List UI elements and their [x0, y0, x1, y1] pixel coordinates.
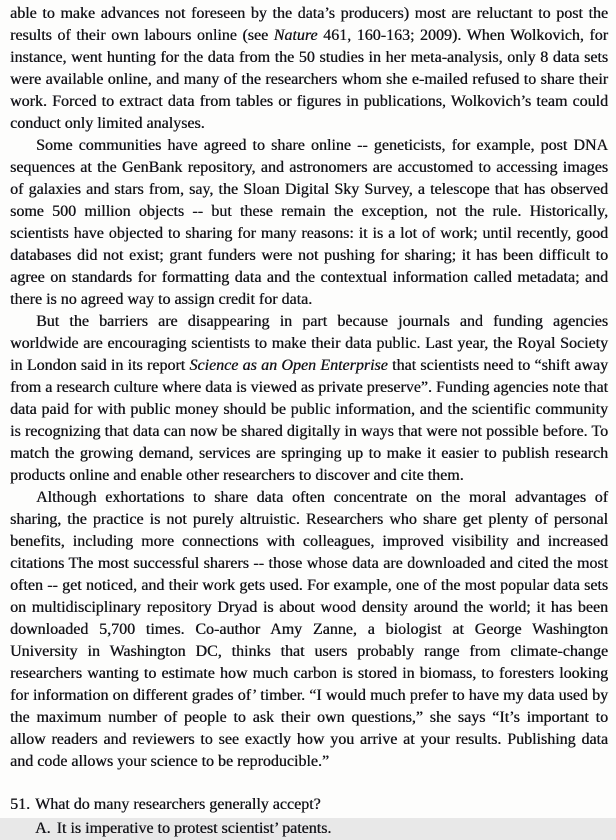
question-text: What do many researchers generally accept? — [35, 796, 321, 813]
passage-text: able to make advances not foreseen by the data’s producers) most are reluctant to post the results of their own labours online (see — [10, 5, 608, 44]
passage-text: Although exhortations to share data often concentrate on the moral advantages of sharing, the practice is not purely altruistic. Researchers who share get plenty of personal benefits, including more connections with colleagues, improved visibility and increased citations The most successful sharers -- those whose data are downloaded and cited the most often -- get noticed, and their work gets used. For example, one of the most popular data sets on multidisciplinary repository Dryad is about wood density around the world; it has been downloaded 5,700 times. Co-author Amy Zanne, a biologist at George Washington University in Washington DC, thinks that users probably range from climate-change researchers wanting to estimate how much carbon is stored in biomass, to foresters looking for information on different grades of’ timber. “I would much prefer to have my data used by the maximum number of people to ask their own questions,” she says “It’s important to allow readers and reviewers to see exactly how you arrive at your results. Publishing data and code allows your science to be reproducible.” — [10, 489, 608, 770]
passage-paragraph-4 — [10, 487, 608, 773]
italic-work-title: Science as an Open Enterprise — [189, 357, 388, 374]
italic-work-title: Nature — [273, 27, 318, 44]
question-block — [10, 794, 608, 840]
passage-paragraph-3 — [10, 311, 608, 487]
passage-text: that scientists need to “shift away from a research culture where data is viewed as private preserve”. Funding agencies note that data paid for with public money should be public information, and the scientific community is recognizing that data can now be shared digitally in ways that were not possible before. To match the growing demand, services are springing up to make it easier to publish research products online and enable other researchers to discover and cite them. — [10, 357, 609, 484]
option-text: It is imperative to protest scientist’ patents. — [56, 820, 332, 837]
reading-passage — [10, 3, 608, 773]
option-label: A. — [35, 820, 51, 837]
passage-paragraph-1 — [10, 3, 608, 135]
answer-option-a — [10, 818, 608, 840]
question-number: 51. — [10, 796, 30, 813]
passage-text: But the barriers are disappearing in part because journals and funding agencies worldwide are encouraging scientists to make their data public. Last year, the Royal Society in London said in its report — [10, 313, 608, 374]
passage-text: 461, 160-163; 2009). When Wolkovich, for instance, went hunting for the data from the 50 studies in her meta-analysis, only 8 data sets were available online, and many of the researchers whom she e-mailed refused to share their work. Forced to extract data from tables or figures in publications, Wolkovich’s team could conduct only limited analyses. — [10, 27, 608, 132]
question-options — [10, 818, 608, 840]
passage-paragraph-2 — [10, 135, 608, 311]
passage-text: Some communities have agreed to share online -- geneticists, for example, post DNA sequences at the GenBank repository, and astronomers are accustomed to accessing images of galaxies and stars from, say, the Sloan Digital Sky Survey, a telescope that has observed some 500 million objects -- but these remain the exception, not the rule. Historically, scientists have objected to sharing for many reasons: it is a lot of work; until recently, good databases did not exist; grant funders were not pushing for sharing; it has been difficult to agree on standards for formatting data and the contextual information called metadata; and there is no agreed way to assign credit for data. — [10, 137, 608, 308]
question-51 — [10, 794, 608, 816]
